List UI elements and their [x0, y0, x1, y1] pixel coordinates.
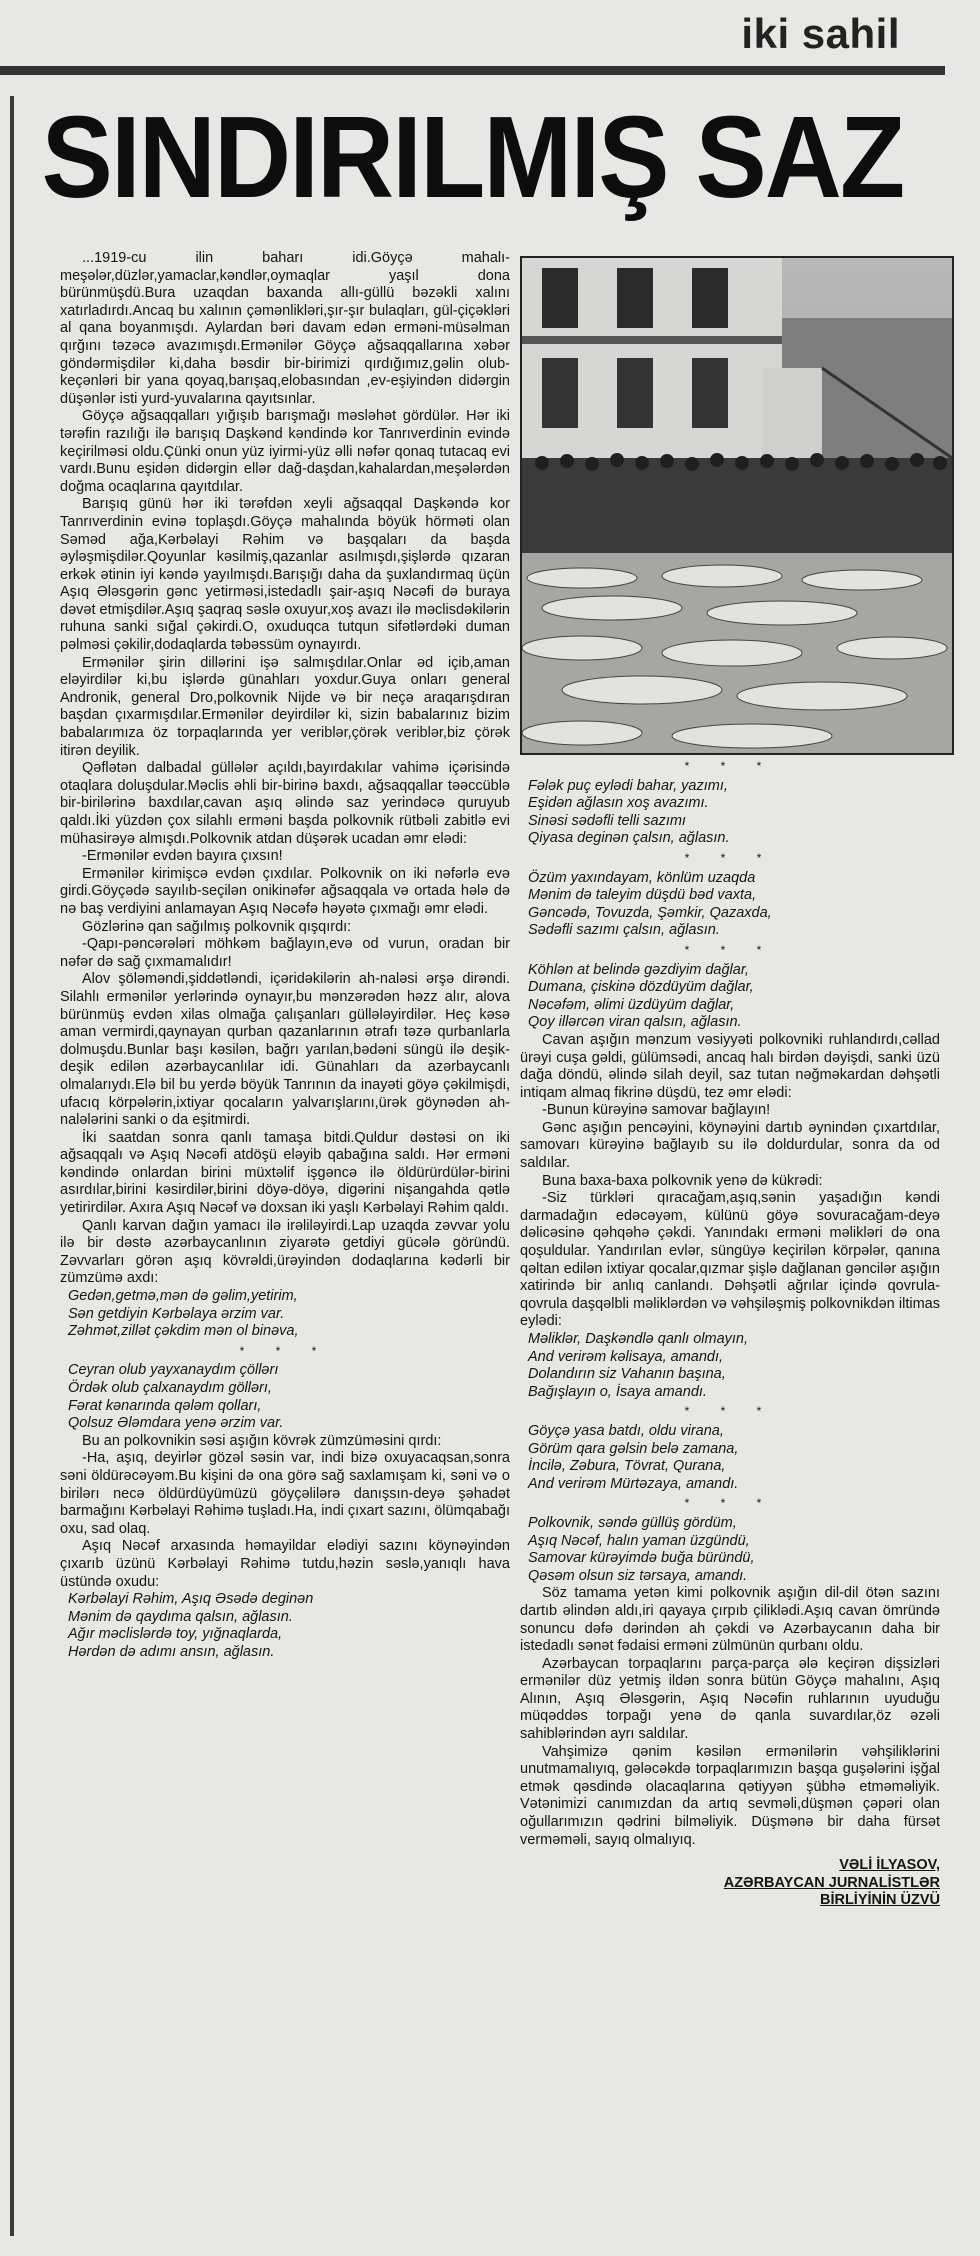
- paragraph: Vahşimizə qənim kəsilən ermənilərin vəhşiliklərini unutmamalıyıq, gələcəkdə torpaqlarımızın başqa guşələrini işğal etmək qəsdində olacaqlarına qətiyyən şübhə etməməliyik. Vətənimizi canımızdan da artıq sevməli,düşmən çəpəri olan oğullarımızın qədrini bilməliyik. Düşmənə bir daha fürsət verməməli, sayıq olmalıyıq.: [520, 1743, 940, 1848]
- verse-line: Polkovnik, səndə güllüş gördüm,: [528, 1514, 737, 1531]
- verse-line: Sən getdiyin Kərbəlaya ərzim var.: [68, 1305, 285, 1322]
- verse-line: İncilə, Zəbura, Tövrat, Qurana,: [528, 1458, 726, 1475]
- verse-line: Kərbəlayi Rəhim, Aşıq Əsədə deginən: [68, 1591, 314, 1608]
- historical-photo: [520, 256, 954, 755]
- paragraph: -Qapı-pəncərələri möhkəm bağlayın,evə od vurun, oradan bir nəfər də sağ çıxmamalıdır!: [60, 936, 510, 970]
- right-column: [520, 756, 940, 1910]
- verse-line: Görüm qara gəlsin belə zamana,: [528, 1440, 739, 1457]
- verse-line: Gəncədə, Tovuzda, Şəmkir, Qazaxda,: [528, 904, 772, 921]
- verse-block: [520, 1331, 940, 1401]
- verse-line: Göyçə yasa batdı, oldu virana,: [528, 1422, 724, 1439]
- paragraph: Ermənilər kirimişcə evdən çıxdılar. Polkovnik on iki nəfərlə evə girdi.Göyçədə sayılıb-seçilən onikinəfər ağsaqqala və ortada hələ də nə baş verdiyini anlamayan Aşıq Nəcəfə həyətə çıxmağı əmr elədi.: [60, 865, 510, 917]
- verse-line: Qiyasa deginən çalsın, ağlasın.: [528, 830, 730, 847]
- verse-line: Məliklər, Daşkəndlə qanlı olmayın,: [528, 1331, 749, 1347]
- verse-line: And verirəm kəlisaya, amandı,: [528, 1348, 724, 1365]
- left-column: [60, 250, 510, 1662]
- verse-line: Bağışlayın o, İsaya amandı.: [528, 1383, 707, 1400]
- paragraph: Cavan aşığın mənzum vəsiyyəti polkovniki ruhlandırdı,cəllad ürəyi cuşa gəldi, gülümsədi, ancaq halı birdən dəyişdi, sanki üzü dağa döndü, əlində silah deyil, saz tutan nəğməkardan dəhşətli intiqam almaq fikrinə düşdü, tez əmr elədi:: [520, 1031, 940, 1101]
- verse-line: Dolandırın siz Vahanın başına,: [528, 1366, 726, 1383]
- paragraph: Aşıq Nəcəf arxasında həmayildar elədiyi sazını köynəyindən çıxarıb üzünü Kərbəlayi Rəhimə tutdu,həzin səslə,yanıqlı hava üstündə oxudu:: [60, 1538, 510, 1590]
- paragraph: Alov şöləməndi,şiddətləndi, içəridəkilərin ah-naləsi ərşə dirəndi. Silahlı ermənilər yerlərində oynayır,bu mənzərədən həzz alır, alova bürünmüş evdən xilas olmağa çalışanları güllələyirdilər. Heç kəsə aman vermirdi,qaynayan qurban qazanlarının ətrafı təzə qurbanlarla dolmuşdu.Bunlar başı kəsilən, bağrı yarılan,bədəni süngü ilə deşik-deşik edilən azərbaycanlılar idi. Günahları da azərbaycanlı olmalarıydı.Elə bil bu yerdə böyük Tanrının da inayəti göyə çəkilmişdi, ufacıq körpələrin,ixtiyar qocaların yalvarışlarını,ürək göynədən ah-nalələrini sanki o da eşitmirdi.: [60, 971, 510, 1129]
- verse-block: [520, 962, 940, 1032]
- paragraph: Göyçə ağsaqqalları yığışıb barışmağı məsləhət gördülər. Hər iki tərəfin razılığı ilə barışıq Daşkənd kəndində kor Tanrıverdinin evində keçirilməsi oldu.Çünki onun yüz iyirmi-yüz əlli nəfər qonaq tutacaq evi vardı.Bunu eşidən didərgin ellər dağ-daşdan,kahalardan,meşələrdən doğma ocaqlarına qayıtdılar.: [60, 408, 510, 495]
- author-title: AZƏRBAYCAN JURNALİSTLƏR: [723, 1874, 940, 1891]
- verse-line: Fələk puç eylədi bahar, yazımı,: [528, 777, 728, 794]
- paragraph: ...1919-cu ilin baharı idi.Göyçə mahalı-meşələr,düzlər,yamaclar,kəndlər,oymaqlar yaşıl dona bürünmüşdü.Bura uzaqdan baxanda allı-güllü bəzəkli xalını xatırladırdı.Ancaq bu xalının çəmənlikləri,şır-şır bulaqları, gül-çiçəkləri al qana boyanmışdı. Aylardan bəri davam edən erməni-müsəlman qırğını təzəcə avazımışdı.Ermənilər Göyçə ağsaqqallarına xəbər göndərmişdilər ki,daha bəsdir bir-birimizi qırdığımız,gəlin olub-keçənləri bir yana qoyaq,barışaq,elobasından ,ev-eşiyindən didərgin düşənlər isti yurd-yuvalarına qayıtsınlar.: [60, 250, 510, 407]
- verse-block: [520, 1515, 940, 1585]
- verse-line: Ceyran olub yayxanaydım çöllərı: [68, 1362, 279, 1379]
- verse-line: Mənim də taleyim düşdü bəd vaxta,: [528, 887, 757, 904]
- verse-line: Özüm yaxındayam, könlüm uzaqda: [528, 869, 756, 886]
- paragraph: Qəflətən dalbadal güllələr açıldı,bayırdakılar vahimə içərisində otaqlara doluşdular.Məclis əhli bir-birinə baxdı, ağsaqqallar təəccüblə bir-birilərinə baxdılar,cavan aşıq əlində saz yerindəcə quruyub qaldı.İki yüzdən çox silahlı erməni başda polkovnik rütbəli zabitlə evi mühasirəyə almışdı.Polkovnik atdan düşərək ucadan əmr elədi:: [60, 760, 510, 847]
- verse-line: Hərdən də adımı ansın, ağlasın.: [68, 1643, 275, 1660]
- verse-line: Samovar kürəyimdə buğa büründü,: [528, 1550, 755, 1567]
- verse-block: [520, 778, 940, 848]
- verse-line: Sinəsi sədəfli telli sazımı: [528, 812, 686, 829]
- author-signature: [520, 1857, 940, 1910]
- page-edge-line: [10, 96, 14, 2236]
- section-label: iki sahil: [741, 10, 900, 57]
- verse-line: Qolsuz Ələmdara yenə ərzim var.: [68, 1415, 284, 1432]
- paragraph: -Ermənilər evdən bayıra çıxsın!: [82, 848, 283, 865]
- verse-line: Qəsəm olsun siz tərsaya, amandı.: [528, 1567, 748, 1584]
- verse-block: [60, 1362, 510, 1432]
- paragraph: Söz tamama yetən kimi polkovnik aşığın dil-dil ötən sazını dartıb əlindən aldı,iri qayaya çırpıb çiliklədi.Aşıq cavan ömründə sonuncu dəfə dərindən ah çəkdi və Azərbaycanın daha bir istedadlı sənət fədaisi erməni zülmünün qurbanı oldu.: [520, 1585, 940, 1655]
- verse-line: Ağır məclislərdə toy, yığnaqlarda,: [68, 1626, 283, 1643]
- verse-separator: * * *: [684, 759, 776, 773]
- paragraph: Buna baxa-baxa polkovnik yenə də kükrədi:: [542, 1172, 823, 1189]
- verse-line: Eşidən ağlasın xoş avazımı.: [528, 795, 709, 812]
- paragraph: Azərbaycan torpaqlarını parça-parça ələ keçirən dişsizləri ermənilər düz yetmiş ildən sonra bütün Göyçə mahalını, Aşıq Alının, Aşıq Ələsgərin, Aşıq Nəcəfin ruhlarının uyuduğu müqəddəs torpağı yenə də qanla suvardılar,öz əzəli sahiblərindən ayrı saldılar.: [520, 1655, 940, 1743]
- verse-line: Dumana, çiskinə dözdüyüm dağlar,: [528, 979, 754, 996]
- paragraph: Barışıq günü hər iki tərəfdən xeyli ağsaqqal Daşkəndə kor Tanrıverdinin evinə toplaşdı.Göyçə mahalında böyük hörməti olan Səməd ağa,Kərbəlayi Rəhim və başqaları da başda əyləşmişdilər.Qoyunlar kəsilmiş,qazanlar asılmışdı,şişlərdə qızaran erkək ətinin iyi kəndə yayılmışdı.Barışığı daha da şuxlandırmaq üçün Aşıq Ələsgərin gənc yetirməsi,istedadlı şair-aşıq Nəcəfi də buraya dəvət etmişdilər.Aşıq şaqraq səslə oxuyur,xoş avazı ilə məclisdəkilərin ruhuna sanki sığal çəkirdi.O, oxuduqca tutqun sifətlərdəki duman pəlməsi çəkilir,dodaqlarda təbəssüm oynayırdı.: [60, 496, 510, 654]
- paragraph: İki saatdan sonra qanlı tamaşa bitdi.Quldur dəstəsi on iki ağsaqqalı və Aşıq Nəcəfi atdöşü eləyib qabağına saldı. Hər erməni kəndində onlardan birini müxtəlif işgəncə ilə öldürürdülər-birini asırdılar,birini kəsirdilər,birini döyə-döyə, digərini nişangahda qətlə yetirirdilər. Axıra Aşıq Nəcəf və doxsan iki yaşlı Kərbəlayi Rəhim qaldı.: [60, 1129, 510, 1217]
- paragraph: -Ha, aşıq, deyirlər gözəl səsin var, indi bizə oxuyacaqsan,sonra səni öldürəcəyəm.Bu kişini də ona görə sağ saxlamışam ki, səni və o birilərı necə öldürdüyümüzü göyçəlilərə danışsın-deyə şəhadət barmağını Kərbəlayi Rəhimə tuşladı.Ha, indi çıxart sazını, ölümqabağı oxu, sad olaq.: [60, 1450, 510, 1537]
- verse-line: Gedən,getmə,mən də gəlim,yetirim,: [68, 1288, 298, 1305]
- verse-line: Köhlən at belində gəzdiyim dağlar,: [528, 961, 749, 978]
- verse-line: Fərat kənarında qələm qolları,: [68, 1397, 262, 1414]
- verse-separator: * * *: [684, 1404, 776, 1419]
- author-name: VƏLİ İLYASOV,: [839, 1857, 940, 1874]
- verse-line: Nəcəfəm, əlimi üzdüyüm dağlar,: [528, 996, 735, 1013]
- header-rule: [0, 66, 945, 75]
- verse-line: Zəhmət,zillət çəkdim mən ol binəva,: [68, 1323, 299, 1340]
- verse-block: [60, 1591, 510, 1661]
- verse-block: [520, 1423, 940, 1493]
- verse-line: Qoy illərcən viran qalsın, ağlasın.: [528, 1014, 742, 1031]
- paragraph: Ermənilər şirin dillərini işə salmışdılar.Onlar əd içib,aman eləyirdilər ki,bu işlərdə günahları yoxdur.Guya onları general Andronik, general Dro,polkovnik Nijde və bir neçə araqarışdıran başdan çıxarmışdılar.Ermənilər deyirdilər ki, sizin babalarınız bizim babalarımıza öz torpaqlarında yer veriblər,çörək veriblər,biz çörək itirən deyilik.: [60, 654, 510, 759]
- verse-line: Aşıq Nəcəf, halın yaman üzgündü,: [528, 1532, 750, 1549]
- author-title: BİRLİYİNİN ÜZVÜ: [819, 1892, 940, 1909]
- verse-separator: * * *: [239, 1343, 331, 1358]
- verse-line: Sədəfli sazımı çalsın, ağlasın.: [528, 922, 720, 939]
- verse-separator: * * *: [684, 1496, 776, 1511]
- paragraph: -Siz türkləri qıracağam,aşıq,sənin yaşadığın kəndi darmadağın edəcəyəm, külünü göyə sovuracağam-deyə dəlicəsinə qəhqəhə çəkdi. Yanındakı erməni məlikləri də ona qoşuldular. Yandırılan evlər, süngüyə keçirilən körpələr, qanına qəltan edilən ixtiyar qocalar,qızmar şişlə dağlanan gəncilər aşığın xatirində bir anlıq canlandı. Dəhşətli ağrılar içində qovrula-qovrula daşqəlbli məliklərdən və vəhşiləşmiş polkovnikdən iltimas eylədi:: [520, 1190, 940, 1330]
- verse-separator: * * *: [684, 942, 776, 957]
- paragraph: Gənc aşığın pencəyini, köynəyini dartıb əynindən çıxartdılar, samovarı kürəyinə bağlayıb su ilə doldurdular, sonra da od saldılar.: [520, 1119, 940, 1172]
- paragraph: Qanlı karvan dağın yamacı ilə irəliləyirdi.Lap uzaqda zəvvar yolu ilə bir dəstə azərbaycanlının ziyarətə getdiyi gücələ göründü. Zəvvarları görən aşıq kövrəldi,ürəyindən dodaqlarına kədərli bir zümzümə axdı:: [60, 1217, 510, 1287]
- verse-block: [60, 1288, 510, 1341]
- paragraph: Bu an polkovnikin səsi aşığın kövrək zümzüməsini qırdı:: [82, 1432, 442, 1449]
- massacre-photo-illustration: [522, 258, 952, 753]
- paragraph: Gözlərinə qan sağılmış polkovnik qışqırdı:: [82, 918, 352, 935]
- verse-line: Mənim də qaydıma qalsın, ağlasın.: [68, 1608, 293, 1625]
- verse-line: Ördək olub çalxanaydım göllərı,: [68, 1380, 272, 1396]
- verse-separator: * * *: [684, 850, 776, 865]
- verse-line: And verirəm Mürtəzaya, amandı.: [528, 1475, 739, 1492]
- headline: SINDIRILMIŞ SAZ: [41, 92, 904, 222]
- verse-block: [520, 870, 940, 940]
- paragraph: -Bunun kürəyinə samovar bağlayın!: [542, 1102, 771, 1119]
